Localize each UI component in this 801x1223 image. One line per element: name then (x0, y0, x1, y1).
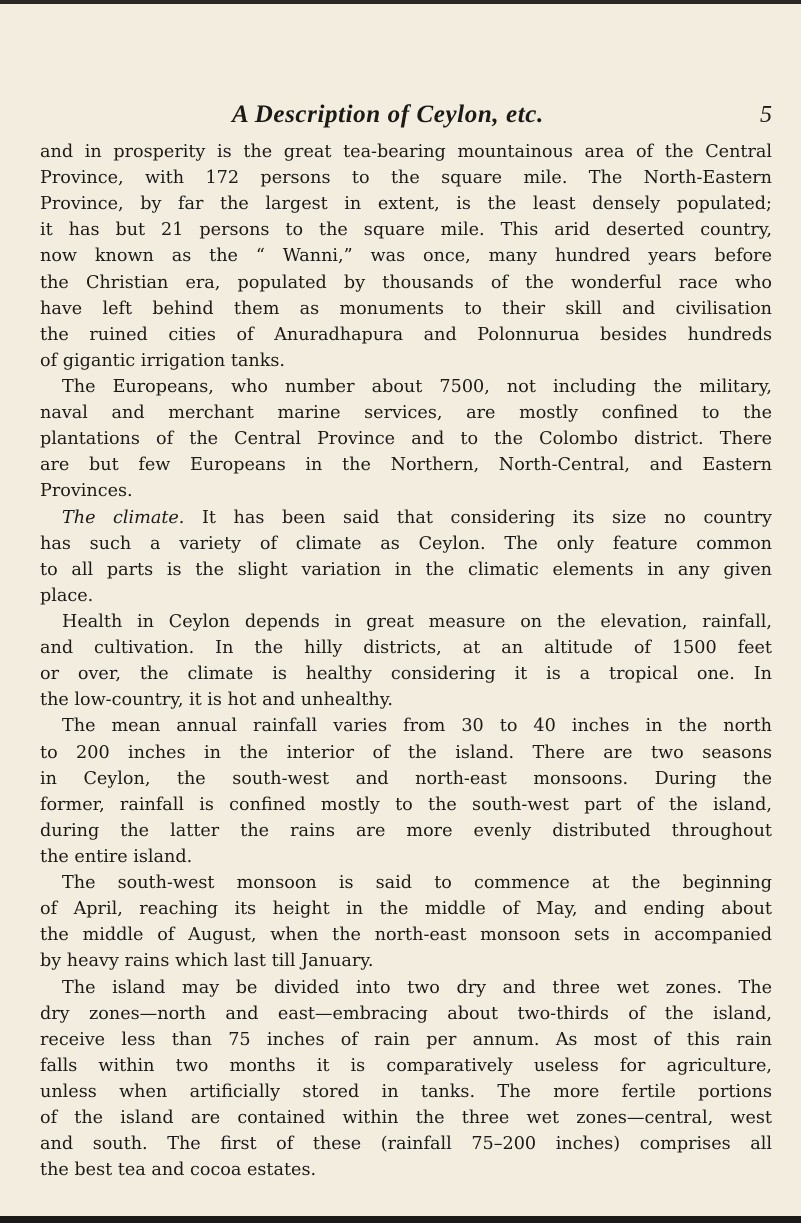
text-line (40, 1079, 772, 1105)
line-text: and south. The first of these (rainfall 75–200 inches) comprises all (40, 1134, 772, 1155)
text-line (40, 740, 772, 766)
line-text: falls within two months it is comparatively useless for agriculture, (40, 1055, 772, 1076)
text-line (40, 217, 772, 243)
line-text: or over, the climate is healthy considering it is a tropical one. In (40, 664, 772, 685)
line-text: during the latter the rains are more evenly distributed throughout (40, 820, 772, 841)
text-line (40, 948, 772, 974)
text-line (40, 139, 772, 165)
line-text: now known as the “ Wanni,” was once, many hundred years before (40, 246, 772, 267)
text-line (40, 557, 772, 583)
line-text: of April, reaching its height in the middle of May, and ending about (40, 899, 772, 920)
text-line (40, 191, 772, 217)
line-text: Province, by far the largest in extent, is the least densely populated; (40, 194, 772, 215)
text-line (40, 1027, 772, 1053)
text-line (40, 713, 772, 739)
text-line (40, 296, 772, 322)
line-text: place. (40, 585, 94, 606)
line-text: unless when artificially stored in tanks. The more fertile portions (40, 1081, 772, 1102)
line-text: the entire island. (40, 846, 193, 867)
text-line (40, 609, 772, 635)
running-title: A Description of Ceylon, etc. (232, 101, 544, 128)
line-text: former, rainfall is confined mostly to the south-west part of the island, (40, 794, 772, 815)
top-edge-rule (0, 0, 801, 4)
text-line (40, 661, 772, 687)
page-header (40, 101, 772, 133)
text-line (40, 374, 772, 400)
text-line (40, 1131, 772, 1157)
line-text: are but few Europeans in the Northern, North-Central, and Eastern (40, 455, 772, 476)
line-text: and in prosperity is the great tea-bearing mountainous area of the Central (40, 142, 772, 162)
text-line (40, 348, 772, 374)
text-line (40, 400, 772, 426)
text-line (40, 1001, 772, 1027)
text-line (40, 870, 772, 896)
line-text: the ruined cities of Anuradhapura and Polonnurua besides hundreds (40, 324, 772, 345)
text-line (40, 478, 772, 504)
text-line (40, 922, 772, 948)
text-line (40, 844, 772, 870)
text-line (40, 452, 772, 478)
text-line (40, 243, 772, 269)
line-text: The mean annual rainfall varies from 30 to 40 inches in the north (62, 716, 772, 737)
line-text: in Ceylon, the south-west and north-east monsoons. During the (40, 768, 772, 789)
text-line (40, 687, 772, 713)
text-line (40, 531, 772, 557)
text-line (40, 896, 772, 922)
line-text: Province, with 172 persons to the square mile. The North-Eastern (40, 168, 772, 189)
text-line (40, 165, 772, 191)
line-text: the low-country, it is hot and unhealthy. (40, 690, 393, 711)
text-line (40, 1157, 772, 1183)
line-text: The south-west monsoon is said to commence at the beginning (62, 873, 772, 894)
text-line (40, 635, 772, 661)
text-line (40, 1105, 772, 1131)
section-lead: The climate. (62, 507, 185, 528)
text-line (40, 583, 772, 609)
line-text: to 200 inches in the interior of the island. There are two seasons (40, 742, 772, 763)
line-text: The Europeans, who number about 7500, not including the military, (62, 376, 772, 397)
line-text: plantations of the Central Province and to the Colombo district. There (40, 429, 772, 450)
text-line (40, 322, 772, 348)
line-text: to all parts is the slight variation in the climatic elements in any given (40, 559, 772, 580)
line-text: dry zones—north and east—embracing about two-thirds of the island, (40, 1003, 772, 1024)
line-text: naval and merchant marine services, are mostly confined to the (40, 403, 772, 424)
line-text: has such a variety of climate as Ceylon. The only feature common (40, 533, 772, 554)
text-line (40, 1053, 772, 1079)
body-text (40, 139, 772, 1183)
line-text: the Christian era, populated by thousands of the wonderful race who (40, 272, 772, 293)
line-text: by heavy rains which last till January. (40, 951, 374, 972)
line-text: Health in Ceylon depends in great measure on the elevation, rainfall, (62, 611, 772, 632)
text-line (40, 792, 772, 818)
line-text: of the island are contained within the three wet zones—central, west (40, 1108, 772, 1129)
line-text: receive less than 75 inches of rain per annum. As most of this rain (40, 1029, 772, 1050)
text-line (40, 505, 772, 531)
line-text: the middle of August, when the north-east monsoon sets in accompanied (40, 925, 772, 946)
line-text: have left behind them as monuments to their skill and civilisation (40, 298, 772, 319)
line-text: it has but 21 persons to the square mile. This arid deserted country, (40, 220, 772, 241)
line-text: Provinces. (40, 481, 133, 502)
text-line (40, 975, 772, 1001)
line-text: and cultivation. In the hilly districts, at an altitude of 1500 feet (40, 638, 772, 659)
line-text: of gigantic irrigation tanks. (40, 350, 286, 371)
text-line (40, 766, 772, 792)
line-text: It has been said that considering its size no country (184, 507, 772, 528)
text-line (40, 270, 772, 296)
bottom-edge-rule (0, 1216, 801, 1223)
line-text: The island may be divided into two dry and three wet zones. The (62, 977, 772, 998)
text-line (40, 818, 772, 844)
page-number: 5 (760, 102, 772, 128)
line-text: the best tea and cocoa estates. (40, 1160, 317, 1181)
text-line (40, 426, 772, 452)
